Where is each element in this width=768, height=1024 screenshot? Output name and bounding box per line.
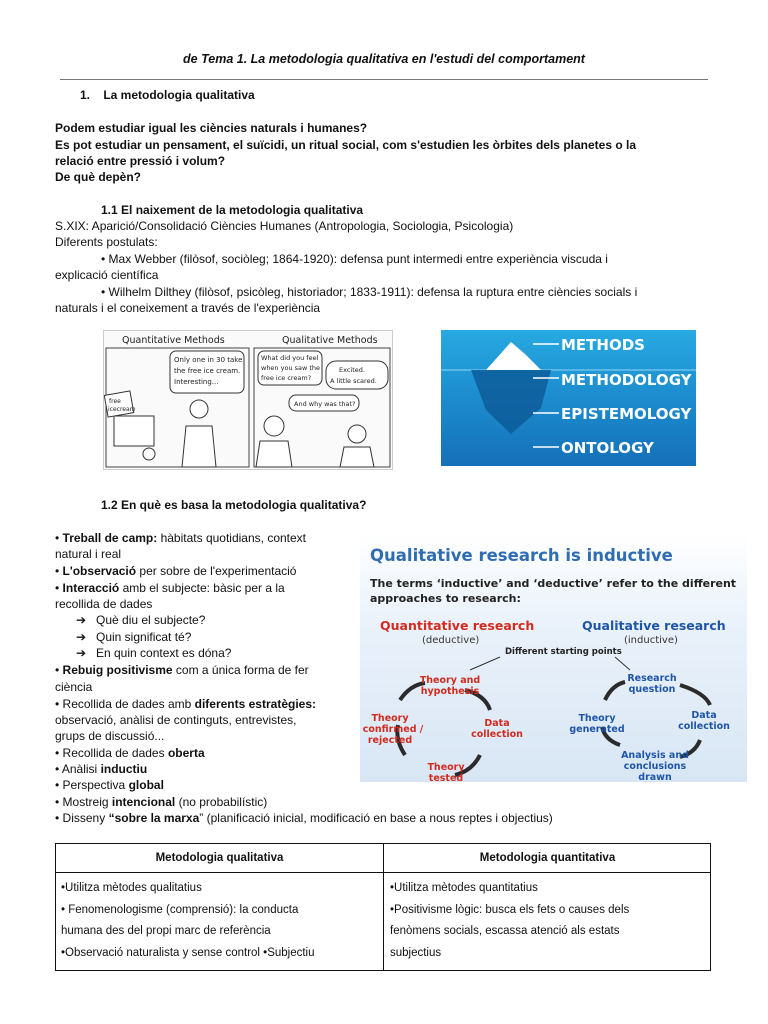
s11-webber-a: • Max Webber (filòsof, sociòleg; 1864-1920): defensa punt intermedi entre experiència viscuda i xyxy=(101,252,608,266)
s11-line-2: Diferents postulats: xyxy=(55,235,158,249)
comic-bubble1-b: the free ice cream. xyxy=(174,367,241,375)
s12-b9-rest: (no probabilístic) xyxy=(175,795,268,809)
s12-b10-bold: “sobre la marxa xyxy=(108,811,200,825)
table-left-line-3: humana des del propi marc de referència xyxy=(61,925,271,937)
qual-data-1: Data xyxy=(691,710,717,721)
table-cell-qualitative xyxy=(61,878,379,964)
s12-b2-rest: per sobre de l'experimentació xyxy=(136,564,297,578)
research-qual-title: Qualitative research xyxy=(582,618,726,633)
subsection-1-1-heading: 1.1 El naixement de la metodologia qualitativa xyxy=(101,203,364,217)
research-quant-title: Quantitative research xyxy=(380,618,535,633)
iceberg-label-methods: METHODS xyxy=(561,336,645,354)
s12-bullet-4-cont: ciència xyxy=(55,680,93,694)
s11-webber-b: explicació científica xyxy=(55,268,159,282)
arrow-right-icon: ➔ xyxy=(76,613,87,627)
quant-confirmed-2: confirmed / xyxy=(362,724,424,735)
title-divider xyxy=(60,79,708,80)
iceberg-label-methodology: METHODOLOGY xyxy=(561,371,692,389)
iceberg-label-ontology: ONTOLOGY xyxy=(561,439,654,457)
s12-b6-pre: • Recollida de dades xyxy=(55,746,168,760)
s12-sub-1-text: Què diu el subjecte? xyxy=(96,613,206,627)
qual-generated-1: Theory xyxy=(578,713,616,724)
research-subtitle-1: The terms ‘inductive’ and ‘deductive’ refer to the different xyxy=(370,577,737,590)
comic-bubble1-a: Only one in 30 take xyxy=(174,356,243,364)
quant-confirmed-3: rejected xyxy=(367,735,413,746)
s12-bullet-4: • Rebuig positivisme com a única forma de fer xyxy=(55,663,309,677)
iceberg-label-epistemology: EPISTEMOLOGY xyxy=(561,405,692,423)
s12-bullet-6 xyxy=(55,745,205,761)
s12-sub-2-text: Quin significat té? xyxy=(96,630,192,644)
s12-sub-3 xyxy=(76,645,231,661)
s12-sub-1 xyxy=(76,612,205,628)
s12-bullet-5 xyxy=(55,696,316,712)
quant-tested-2: tested xyxy=(428,773,464,782)
comic-left-title: Quantitative Methods xyxy=(122,335,225,346)
section-heading: 1. La metodologia qualitativa xyxy=(80,88,255,102)
s12-b9-bold: intencional xyxy=(111,795,176,809)
s12-bullet-7 xyxy=(55,761,147,777)
qual-generated-2: generated xyxy=(569,724,625,735)
comic-bubble1-c: Interesting... xyxy=(174,378,219,386)
s12-b9-pre: • Mostreig xyxy=(55,795,112,809)
s12-b5-pre: • Recollida de dades amb xyxy=(55,697,195,711)
s12-bullet-9 xyxy=(55,794,267,810)
qual-analysis-3: drawn xyxy=(638,772,672,782)
quant-tested-1: Theory xyxy=(427,762,465,773)
quant-data-2: collection xyxy=(471,729,523,740)
table-cell-quantitative xyxy=(390,878,708,964)
comic-bubble2-a: What did you feel xyxy=(261,354,319,362)
comic-bubble2-b: when you saw the xyxy=(261,364,321,372)
qual-analysis-1: Analysis and xyxy=(621,750,689,761)
s12-b3-bold: Interacció xyxy=(62,581,120,595)
s12-b1-bold: Treball de camp: xyxy=(62,531,158,545)
research-subtitle-2: approaches to research: xyxy=(370,592,521,605)
table-header-quantitative: Metodologia quantitativa xyxy=(479,852,616,864)
comic-sign-1: free xyxy=(109,398,121,405)
research-qual-sub: (inductive) xyxy=(624,635,678,646)
intro-question-3: De què depèn? xyxy=(55,170,142,184)
research-diff: Different starting points xyxy=(505,647,622,657)
s12-b2-bold: L'observació xyxy=(62,564,137,578)
s12-b7-bold: inductiu xyxy=(100,762,148,776)
qual-analysis-2: conclusions xyxy=(623,761,687,772)
table-right-line-1: •Utilitza mètodes quantitatius xyxy=(390,882,538,894)
s12-b8-pre: • Perspectiva xyxy=(55,778,129,792)
s12-bullet-1: • Treball de camp: hàbitats quotidians, context xyxy=(55,531,307,545)
quant-theory-2: hypothesis xyxy=(420,686,480,697)
intro-question-2a: Es pot estudiar un pensament, el suïcidi, un ritual social, com s'estudien les òrbites dels planetes o la xyxy=(55,138,637,152)
s12-bullet-8 xyxy=(55,777,164,793)
s11-dilthey-a: • Wilhelm Dilthey (filòsof, psicòleg, historiador; 1833-1911): defensa la ruptura entre ciències socials i xyxy=(101,285,638,299)
s11-dilthey-b: naturals i el coneixement a través de l'experiència xyxy=(55,301,321,315)
s12-sub-2 xyxy=(76,629,191,645)
s12-b2-pre: • xyxy=(55,564,63,578)
table-header-divider xyxy=(56,872,710,873)
s12-sub-3-text: En quin context es dóna? xyxy=(96,646,232,660)
s12-bullet-3: • Interacció amb el subjecte: bàsic per a la xyxy=(55,581,285,595)
table-left-line-4: •Observació naturalista y sense control •Subjectiu xyxy=(61,946,315,959)
intro-question-1: Podem estudiar igual les ciències naturals i humanes? xyxy=(55,121,368,135)
s12-b10-pre: • Disseny xyxy=(55,811,109,825)
s12-b1-rest: hàbitats quotidians, context xyxy=(157,531,307,545)
comic-right-title: Qualitative Methods xyxy=(282,335,378,346)
qual-data-2: collection xyxy=(678,721,730,732)
table-right-line-4: subjectius xyxy=(390,946,442,959)
s12-b6-bold: oberta xyxy=(167,746,205,760)
table-left-line-2: • Fenomenologisme (comprensió): la conducta xyxy=(61,903,299,916)
s12-b8-bold: global xyxy=(128,778,164,792)
s11-line-1: S.XIX: Aparició/Consolidació Ciències Humanes (Antropologia, Sociologia, Psicologia) xyxy=(55,219,514,233)
page-title: de Tema 1. La metodologia qualitativa en l'estudi del comportament xyxy=(183,52,585,66)
qual-question-2: question xyxy=(628,684,676,695)
comic-sign-2: icecream xyxy=(108,406,136,413)
intro-question-2b: relació entre pressió i volum? xyxy=(55,154,226,168)
s12-bullet-3-cont: recollida de dades xyxy=(55,597,153,611)
s12-b4-bold: Rebuig positivisme xyxy=(62,663,173,677)
subsection-1-2-heading: 1.2 En què es basa la metodologia qualitativa? xyxy=(101,498,367,512)
table-right-line-2: •Positivisme lògic: busca els fets o causes dels xyxy=(390,903,630,916)
iceberg-figure xyxy=(441,330,696,466)
comparison-table xyxy=(55,843,711,971)
research-title: Qualitative research is inductive xyxy=(370,546,673,565)
quant-confirmed-1: Theory xyxy=(371,713,409,724)
s12-b3-rest: amb el subjecte: bàsic per a la xyxy=(119,581,285,595)
s12-b7-pre: • Anàlisi xyxy=(55,762,101,776)
s12-bullet-2 xyxy=(55,563,296,579)
quant-data-1: Data xyxy=(484,718,510,729)
s12-b5-bold: diferents estratègies: xyxy=(194,697,317,711)
table-right-line-3: fenòmens socials, escassa atenció als estats xyxy=(390,925,620,937)
s12-b10-rest: ” (planificació inicial, modificació en base a nous reptes i objectius) xyxy=(199,811,553,825)
s12-bullet-5-cont2: grups de discussió... xyxy=(55,729,165,743)
s12-b4-rest: com a única forma de fer xyxy=(172,663,309,677)
table-header-qualitative: Metodologia qualitativa xyxy=(155,852,284,864)
comic-figure xyxy=(103,330,393,470)
qual-question-1: Research xyxy=(627,673,677,684)
comic-bubble3-a: Excited. xyxy=(339,366,365,374)
comic-bubble3-b: A little scared. xyxy=(330,377,377,385)
research-quant-sub: (deductive) xyxy=(422,635,480,646)
table-left-line-1: •Utilitza mètodes qualitatius xyxy=(61,882,202,894)
quant-theory-1: Theory and xyxy=(419,675,481,686)
arrow-right-icon: ➔ xyxy=(76,630,87,644)
s12-bullet-10 xyxy=(55,810,553,826)
comic-bubble2-c: free ice cream? xyxy=(261,374,312,382)
comic-bubble4: And why was that? xyxy=(294,400,356,408)
research-figure xyxy=(360,535,747,782)
s12-bullet-1-cont: natural i real xyxy=(55,547,122,561)
arrow-right-icon: ➔ xyxy=(76,646,87,660)
s12-bullet-5-cont1: observació, anàlisi de continguts, entrevistes, xyxy=(55,713,297,727)
